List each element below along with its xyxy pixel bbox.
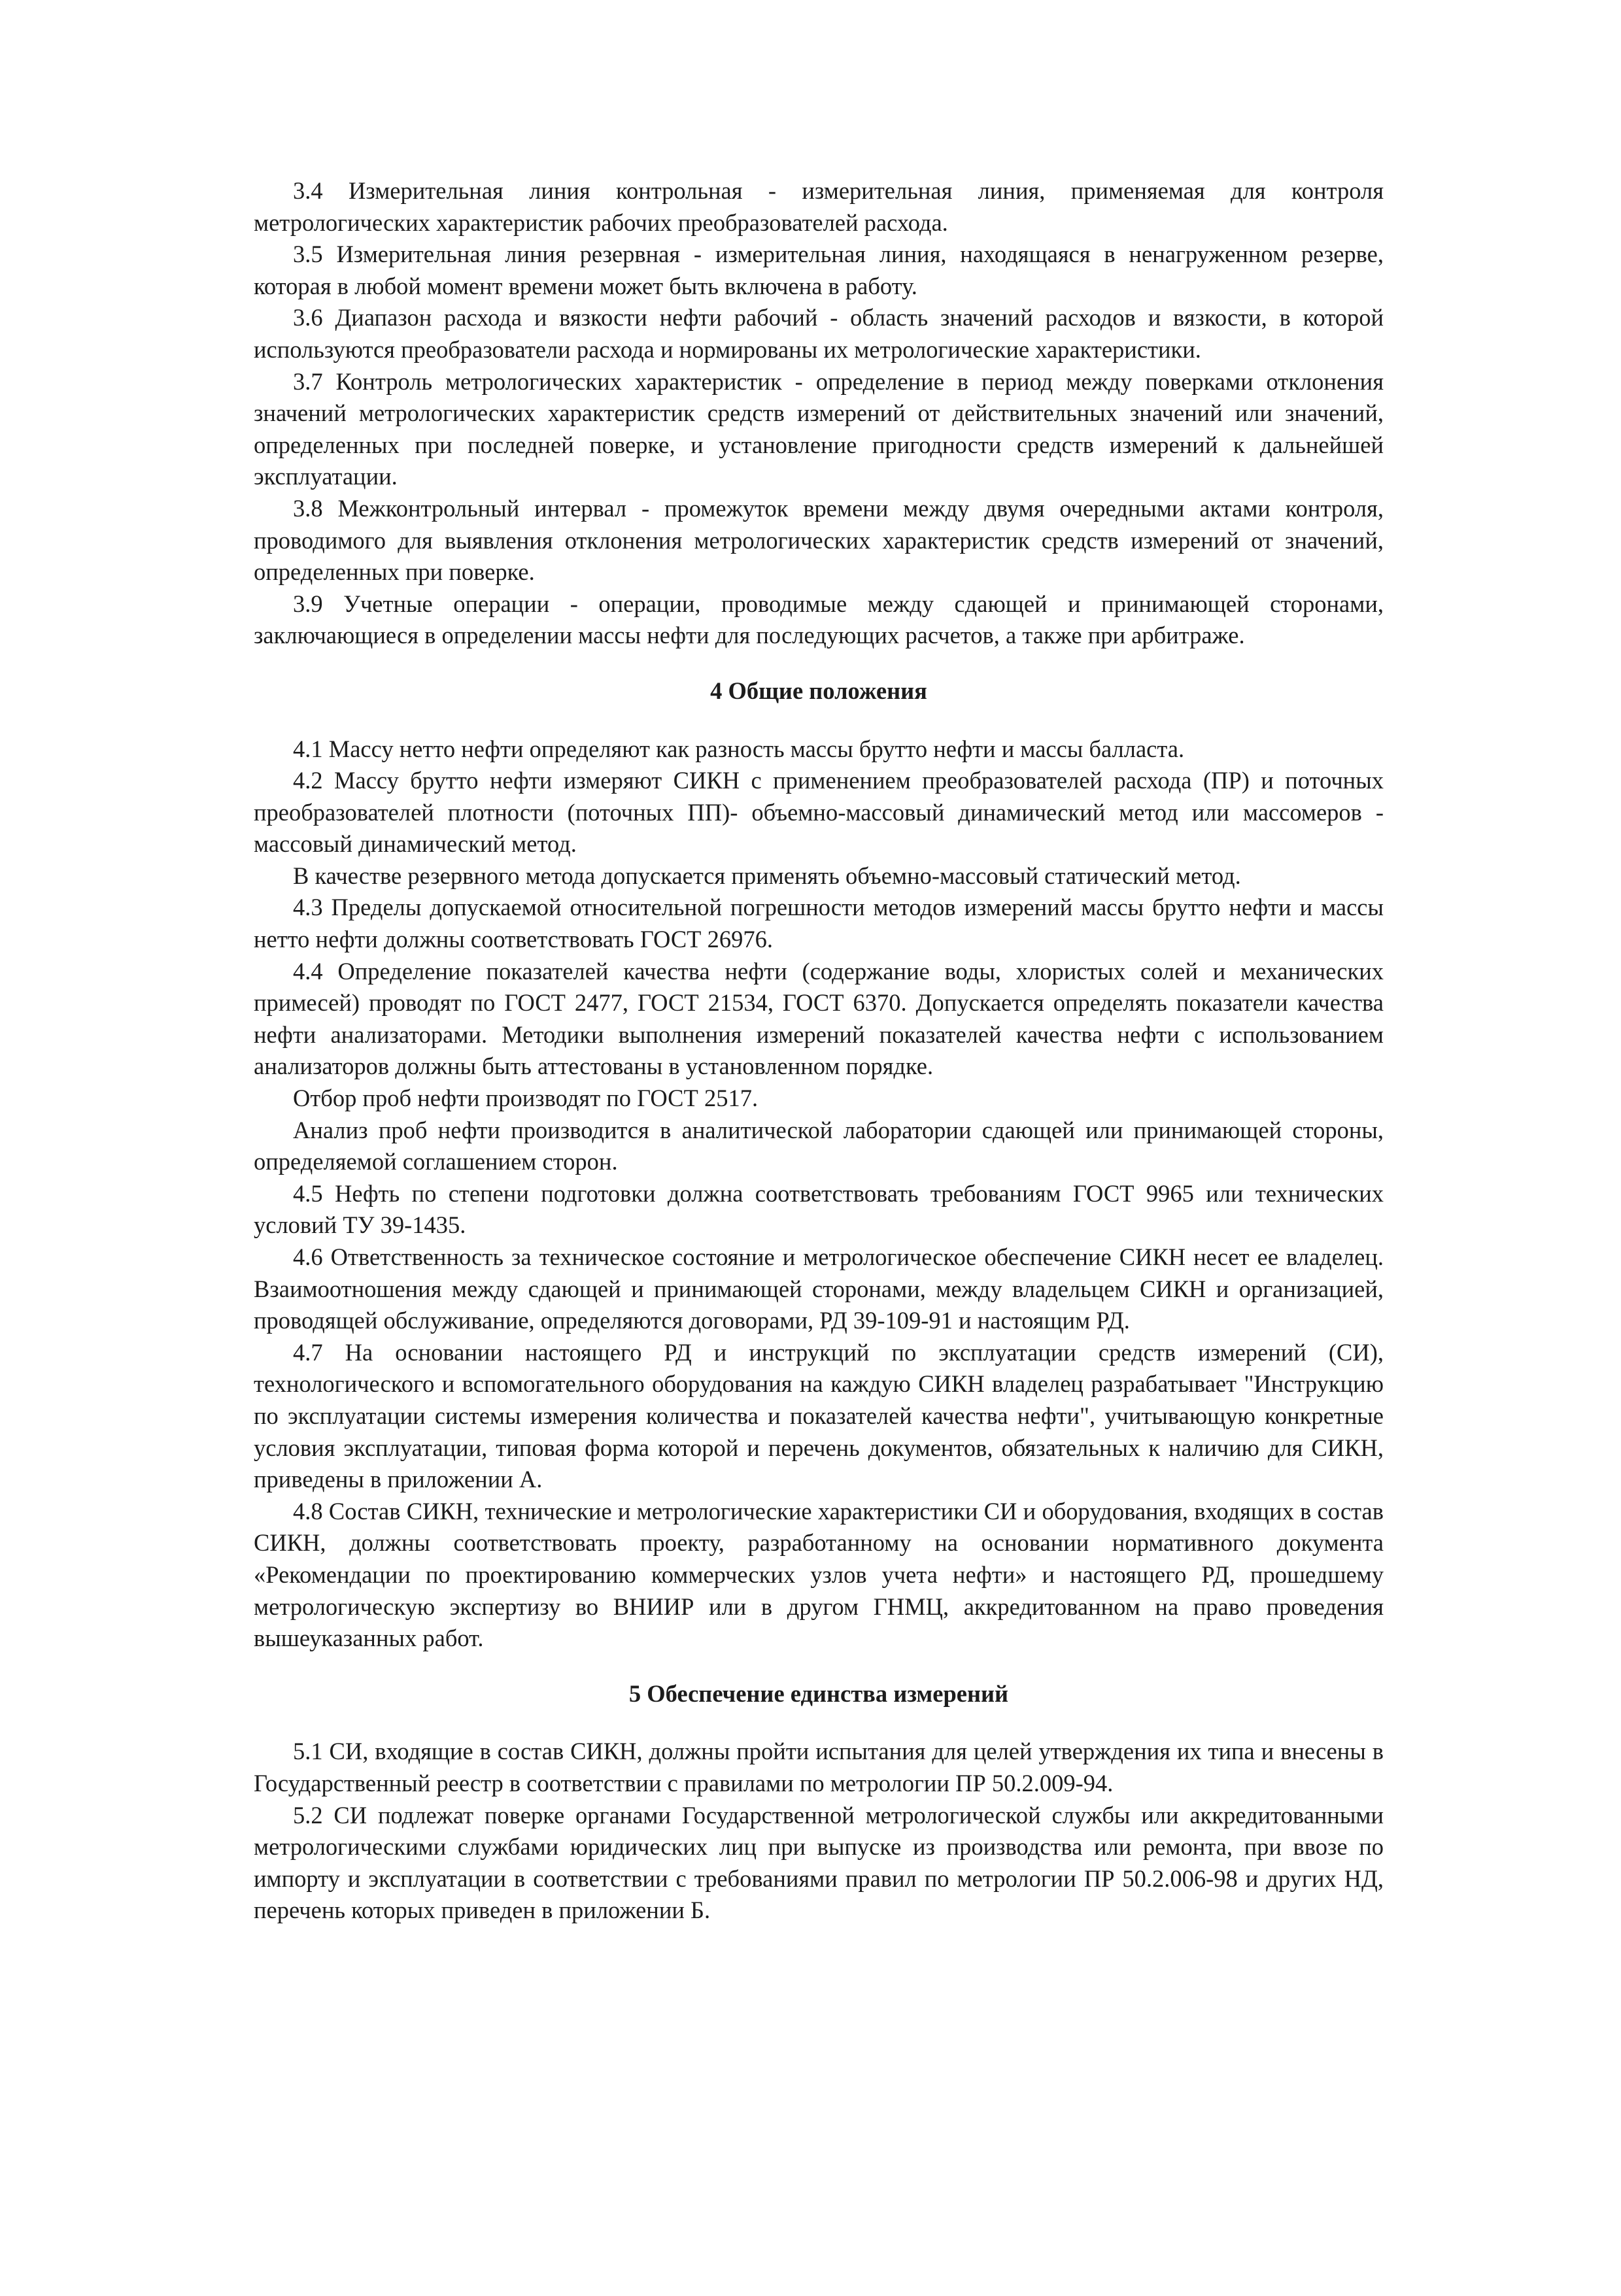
spacer — [254, 1655, 1384, 1678]
paragraph-4-6: 4.6 Ответственность за техническое состояние и метрологическое обеспечение СИКН несет ее владелец. Взаимоотношения между сдающей и принимающей сторонами, между владельцем СИКН и организацией, проводящей обслуживание, определяются договорами, РД 39-109-91 и настоящим РД. — [254, 1243, 1384, 1334]
section-5-heading: 5 Обеспечение единства измерений — [628, 1680, 1009, 1707]
section-4-heading: 4 Общие положения — [710, 677, 927, 704]
spacer — [254, 707, 1384, 734]
spacer — [254, 1710, 1384, 1736]
paragraph-4-5: 4.5 Нефть по степени подготовки должна соответствовать требованиям ГОСТ 9965 или технических условий ТУ 39-1435. — [254, 1179, 1384, 1239]
paragraph-4-4: 4.4 Определение показателей качества нефти (содержание воды, хлористых солей и механических примесей) проводят по ГОСТ 2477, ГОСТ 21534, ГОСТ 6370. Допускается определять показатели качества нефти анализаторами. Методики выполнения измерений показателей качества нефти с использованием анализаторов должны быть аттестованы в установленном порядке. — [254, 957, 1384, 1080]
paragraph-3-6: 3.6 Диапазон расхода и вязкости нефти рабочий - область значений расходов и вязкости, в которой используются преобразователи расхода и нормированы их метрологические характеристики. — [254, 304, 1384, 363]
paragraph-4-8: 4.8 Состав СИКН, технические и метрологические характеристики СИ и оборудования, входящих в состав СИКН, должны соответствовать проекту, разработанному на основании нормативного документа «Рекомендации по проектированию коммерческих узлов учета нефти» и настоящего РД, прошедшему метрологическую экспертизу во ВНИИР или в другом ГНМЦ, аккредитованном на право проведения вышеуказанных работ. — [254, 1497, 1384, 1652]
spacer — [254, 652, 1384, 675]
paragraph-4-1: 4.1 Массу нетто нефти определяют как разность массы брутто нефти и массы балласта. — [293, 735, 1185, 762]
paragraph-3-8: 3.8 Межконтрольный интервал - промежуток времени между двумя очередными актами контроля, проводимого для выявления отклонения метрологических характеристик средств измерений от значений, определенных при поверке. — [254, 494, 1384, 586]
paragraph-4-3: 4.3 Пределы допускаемой относительной погрешности методов измерений массы брутто нефти и массы нетто нефти должны соответствовать ГОСТ 26976. — [254, 894, 1384, 953]
paragraph-4-4-sampling: Отбор проб нефти производят по ГОСТ 2517. — [293, 1085, 759, 1112]
paragraph-4-2: 4.2 Массу брутто нефти измеряют СИКН с применением преобразователей расхода (ПР) и поточных преобразователей плотности (поточных ПП)- объемно-массовый динамический метод или массомеров - массовый динамический метод. — [254, 767, 1384, 858]
paragraph-3-9: 3.9 Учетные операции - операции, проводимые между сдающей и принимающей сторонами, заключающиеся в определении массы нефти для последующих расчетов, а также при арбитраже. — [254, 590, 1384, 649]
paragraph-5-2: 5.2 СИ подлежат поверке органами Государственной метрологической службы или аккредитованными метрологическими службами юридических лиц при выпуске из производства или ремонта, при ввозе по импорту и эксплуатации в соответствии с требованиями правил по метрологии ПР 50.2.006-98 и других НД, перечень которых приведен в приложении Б. — [254, 1801, 1384, 1924]
paragraph-3-7: 3.7 Контроль метрологических характеристик - определение в период между поверками отклонения значений метрологических характеристик средств измерений от действительных значений или значений, определенных при последней поверке, и установление пригодности средств измерений к дальнейшей эксплуатации. — [254, 367, 1384, 490]
paragraph-5-1: 5.1 СИ, входящие в состав СИКН, должны пройти испытания для целей утверждения их типа и внесены в Государственный реестр в соответствии с правилами по метрологии ПР 50.2.009-94. — [254, 1738, 1384, 1797]
paragraph-3-5: 3.5 Измерительная линия резервная - измерительная линия, находящаяся в ненагруженном резерве, которая в любой момент времени может быть включена в работу. — [254, 241, 1384, 299]
paragraph-3-4: 3.4 Измерительная линия контрольная - измерительная линия, применяемая для контроля метрологических характеристик рабочих преобразователей расхода. — [254, 177, 1384, 236]
document-body — [254, 175, 1384, 1927]
paragraph-4-2-reserve: В качестве резервного метода допускается применять объемно-массовый статический метод. — [293, 862, 1241, 889]
paragraph-4-7: 4.7 На основании настоящего РД и инструкций по эксплуатации средств измерений (СИ), технологического и вспомогательного оборудования на каждую СИКН владелец разрабатывает "Инструкцию по эксплуатации системы измерения количества и показателей качества нефти", учитывающую конкретные условия эксплуатации, типовая форма которой и перечень документов, обязательных к наличию для СИКН, приведены в приложении А. — [254, 1338, 1384, 1493]
paragraph-4-4-analysis: Анализ проб нефти производится в аналитической лаборатории сдающей или принимающей стороны, определяемой соглашением сторон. — [254, 1116, 1384, 1175]
